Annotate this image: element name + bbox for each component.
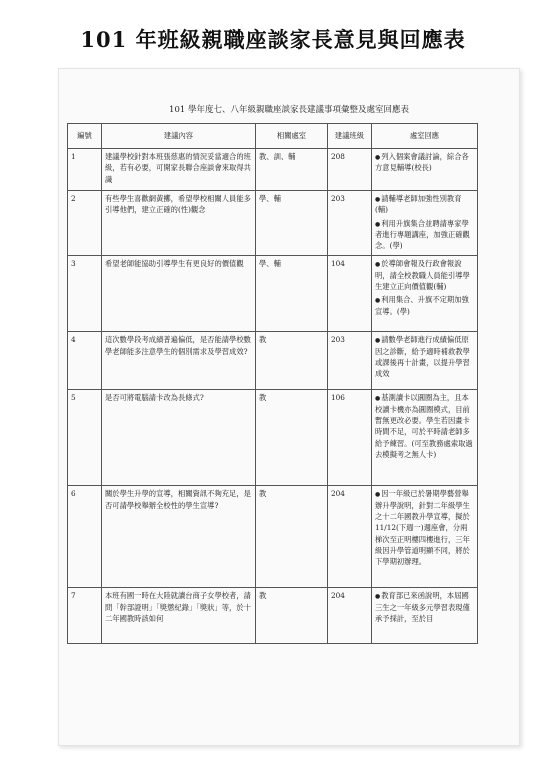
cell-response bbox=[372, 486, 478, 588]
scanned-document bbox=[58, 68, 520, 746]
bullet-icon: ● bbox=[375, 297, 381, 305]
bullet-icon: ● bbox=[375, 220, 381, 228]
table-row bbox=[68, 256, 478, 332]
table-row bbox=[68, 332, 478, 390]
cell-response bbox=[372, 588, 478, 644]
cell-no: 6 bbox=[68, 486, 102, 588]
cell-office: 教 bbox=[256, 390, 328, 486]
cell-suggestion: 希望老師能協助引導學生有更良好的價值觀 bbox=[102, 256, 256, 332]
cell-class: 204 bbox=[328, 486, 372, 588]
cell-no: 5 bbox=[68, 390, 102, 486]
cell-office: 教 bbox=[256, 588, 328, 644]
page-title: 101 年班級親職座談家長意見與回應表 bbox=[80, 27, 466, 52]
response-text: 請數學老師進行成績偏低原因之診斷，給予適時補救教學或課後再十計畫，以提升學習成效 bbox=[375, 335, 470, 379]
cell-class: 208 bbox=[328, 149, 372, 191]
cell-no: 2 bbox=[68, 191, 102, 256]
cell-no: 7 bbox=[68, 588, 102, 644]
bullet-icon: ● bbox=[375, 196, 381, 203]
response-text: 教育部已來函說明，本屆國三生之一年級多元學習表現僅承予採計，至於目 bbox=[375, 591, 470, 624]
cell-suggestion: 是否可將電腦請卡改為長條式? bbox=[102, 390, 256, 486]
cell-no: 4 bbox=[68, 332, 102, 390]
bullet-icon: ● bbox=[375, 337, 381, 345]
cell-response bbox=[372, 332, 478, 390]
response-text: 基測讀卡以圓圈為主，且本校讀卡機亦為圓圈模式，目前暫無更改必要。學生若因畫卡時間不足，可於平時請老師多給予練習。(可至教務處索取過去模擬考之無人卡) bbox=[375, 393, 473, 459]
cell-response bbox=[372, 390, 478, 486]
response-text: 利用集合、升旗不定期加強宣導。(學) bbox=[375, 295, 469, 316]
response-text: 於導師會報及行政會報說明，請全校教職人員能引導學生建立正向價值觀(輔) bbox=[375, 259, 470, 292]
bullet-icon: ● bbox=[375, 491, 381, 499]
bullet-icon: ● bbox=[375, 261, 381, 269]
cell-response bbox=[372, 256, 478, 332]
bullet-icon: ● bbox=[375, 593, 381, 601]
table-row bbox=[68, 149, 478, 191]
response-text: 因一年級已於暑期學藝營舉辦升學說明，針對二年級學生之十二年國教升學宣導，擬於 11/12(下週一)週座會，分兩梯次至正明樓四樓進行，三年級因升學管道明顯不同，將於下學期初辦理。 bbox=[375, 489, 470, 567]
cell-suggestion: 關於學生升學的宣導，相關資訊不夠充足，是否可請學校舉辦全校性的學生宣導? bbox=[102, 486, 256, 588]
table-row bbox=[68, 588, 478, 644]
header-class: 建議班級 bbox=[328, 124, 372, 149]
cell-office: 教 bbox=[256, 486, 328, 588]
response-text: 利用升旗集合並聘請專家學者進行專題講座，加強正確觀念。(學) bbox=[375, 218, 470, 251]
cell-response bbox=[372, 149, 478, 191]
response-text: 請輔導老師加強性別教育(輔) bbox=[375, 194, 462, 215]
cell-office: 學、輔 bbox=[256, 256, 328, 332]
cell-suggestion: 本班有國一時在大陸就讀台商子女學校者，請問「幹部證明」「獎懲紀錄」「獎狀」等，於十二年國教時該如何 bbox=[102, 588, 256, 644]
cell-class: 203 bbox=[328, 332, 372, 390]
header-no: 編號 bbox=[68, 124, 102, 149]
cell-class: 104 bbox=[328, 256, 372, 332]
document-heading: 101 學年度七、八年級親職座談家長建議事項彙整及處室回應表 bbox=[169, 105, 409, 115]
cell-response bbox=[372, 191, 478, 256]
cell-no: 1 bbox=[68, 149, 102, 191]
bullet-icon: ● bbox=[375, 154, 381, 161]
header-office: 相關處室 bbox=[256, 124, 328, 149]
cell-office: 學、輔 bbox=[256, 191, 328, 256]
cell-suggestion: 有些學生喜歡網黃擲，希望學校相關人員能多引導他們，建立正確的(性)觀念 bbox=[102, 191, 256, 256]
cell-class: 203 bbox=[328, 191, 372, 256]
suggestion-table bbox=[67, 123, 478, 644]
cell-office: 教、訓、輔 bbox=[256, 149, 328, 191]
table-row bbox=[68, 191, 478, 256]
cell-class: 204 bbox=[328, 588, 372, 644]
cell-suggestion: 這次數學段考成績普遍偏低，是否能請學校數學老師能多注意學生的個別需求及學習成效? bbox=[102, 332, 256, 390]
table-row bbox=[68, 390, 478, 486]
cell-office: 教 bbox=[256, 332, 328, 390]
header-suggestion: 建議內容 bbox=[102, 124, 256, 149]
response-text: 列入個案會議討論，綜合各方意見輔導(校長) bbox=[375, 152, 469, 173]
bullet-icon: ● bbox=[375, 395, 381, 403]
cell-class: 106 bbox=[328, 390, 372, 486]
header-response: 處室回應 bbox=[372, 124, 478, 149]
table-row bbox=[68, 486, 478, 588]
cell-suggestion: 建議學校針對本班張慈惠的情況妥當適合的班級，若有必要，可開家長聯合座談會來取得共識 bbox=[102, 149, 256, 191]
table-header-row bbox=[68, 124, 478, 149]
cell-no: 3 bbox=[68, 256, 102, 332]
